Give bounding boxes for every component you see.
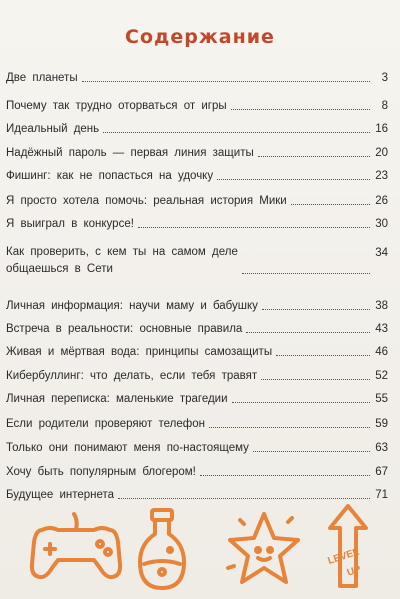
toc-entry bbox=[6, 168, 388, 184]
toc-leader-dots bbox=[253, 451, 370, 452]
toc-entry bbox=[6, 440, 388, 456]
toc-entry-title: Будущее интернета bbox=[6, 489, 115, 501]
toc-page-number: 63 bbox=[375, 442, 388, 454]
toc-page-number: 43 bbox=[375, 323, 388, 335]
toc-page-number: 34 bbox=[375, 247, 388, 259]
toc-leader-dots bbox=[258, 156, 370, 157]
toc-page-number: 71 bbox=[375, 489, 388, 501]
toc-leader-dots bbox=[118, 498, 370, 499]
toc-leader-dots bbox=[291, 204, 370, 205]
toc-entry-title: Фишинг: как не попасться на удочку bbox=[6, 170, 214, 182]
toc-leader-dots bbox=[262, 309, 370, 310]
toc-page-number: 59 bbox=[375, 418, 388, 430]
toc-entry bbox=[6, 344, 388, 360]
toc-entry-title: Почему так трудно оторваться от игры bbox=[6, 100, 227, 112]
toc-page-number: 26 bbox=[375, 195, 388, 207]
toc-leader-dots bbox=[138, 227, 370, 228]
toc-page-number: 46 bbox=[375, 346, 388, 358]
toc-entry-title: Личная переписка: маленькие трагедии bbox=[6, 393, 228, 405]
toc-leader-dots bbox=[242, 273, 370, 274]
toc-leader-dots bbox=[82, 81, 370, 82]
toc-entry bbox=[6, 193, 388, 209]
toc-leader-dots bbox=[246, 332, 370, 333]
toc-entry bbox=[6, 121, 388, 137]
toc-page-number: 23 bbox=[375, 170, 388, 182]
toc-entry-title: Я просто хотела помочь: реальная история Мики bbox=[6, 195, 287, 207]
level-up-arrow-icon bbox=[318, 500, 384, 596]
toc-entry-title: Личная информация: научи маму и бабушку bbox=[6, 300, 258, 312]
toc-page-number: 20 bbox=[375, 147, 388, 159]
toc-page-number: 8 bbox=[381, 100, 388, 112]
toc-page-number: 55 bbox=[375, 393, 388, 405]
toc-leader-dots bbox=[209, 427, 370, 428]
toc-entry bbox=[6, 244, 388, 278]
toc-entry bbox=[6, 70, 388, 86]
toc-page-number: 67 bbox=[375, 466, 388, 478]
toc-entry bbox=[6, 368, 388, 384]
toc-entry-title: Только они понимают меня по-настоящему bbox=[6, 442, 249, 454]
toc-leader-dots bbox=[232, 402, 370, 403]
toc-entry bbox=[6, 298, 388, 314]
level-up-text-level: LEVEL bbox=[326, 546, 361, 568]
toc-page-number: 30 bbox=[375, 218, 388, 230]
toc-entry bbox=[6, 391, 388, 407]
toc-entry bbox=[6, 216, 388, 232]
page-title: Содержание bbox=[125, 26, 275, 48]
toc-entry-title: Надёжный пароль — первая линия защиты bbox=[6, 147, 254, 159]
toc-page-number: 3 bbox=[381, 72, 388, 84]
toc-entry-title bbox=[6, 244, 238, 278]
toc-entry-title: Хочу быть популярным блогером! bbox=[6, 466, 196, 478]
toc-entry-title: Если родители проверяют телефон bbox=[6, 418, 205, 430]
toc-entry-title: Кибербуллинг: что делать, если тебя травят bbox=[6, 370, 258, 382]
toc-page-number: 16 bbox=[375, 123, 388, 135]
toc-leader-dots bbox=[231, 109, 370, 110]
toc-page-number: 52 bbox=[375, 370, 388, 382]
toc-page-number: 38 bbox=[375, 300, 388, 312]
toc-leader-dots bbox=[200, 475, 370, 476]
toc-leader-dots bbox=[217, 179, 370, 180]
toc-entry-title-line1: Как проверить, с кем ты на самом деле bbox=[6, 246, 238, 258]
decorative-icons-row bbox=[0, 500, 400, 599]
toc-entry-title: Две планеты bbox=[6, 72, 78, 84]
toc-entry-title: Я выиграл в конкурсе! bbox=[6, 218, 134, 230]
toc-entry bbox=[6, 464, 388, 480]
toc-leader-dots bbox=[276, 355, 370, 356]
potion-bottle-icon bbox=[132, 504, 192, 596]
toc-entry-title: Встреча в реальности: основные правила bbox=[6, 323, 243, 335]
toc-entry bbox=[6, 416, 388, 432]
toc-entry-title: Идеальный день bbox=[6, 123, 100, 135]
toc-entry bbox=[6, 145, 388, 161]
star-icon bbox=[222, 506, 306, 592]
toc-leader-dots bbox=[103, 132, 370, 133]
gamepad-icon bbox=[28, 508, 128, 594]
toc-entry-title-line2: общаешься в Сети bbox=[6, 263, 113, 275]
toc-entry-title: Живая и мёртвая вода: принципы самозащиты bbox=[6, 346, 273, 358]
toc-entry bbox=[6, 98, 388, 114]
level-up-text-up: UP bbox=[345, 563, 363, 579]
toc-leader-dots bbox=[261, 379, 370, 380]
toc-entry bbox=[6, 321, 388, 337]
